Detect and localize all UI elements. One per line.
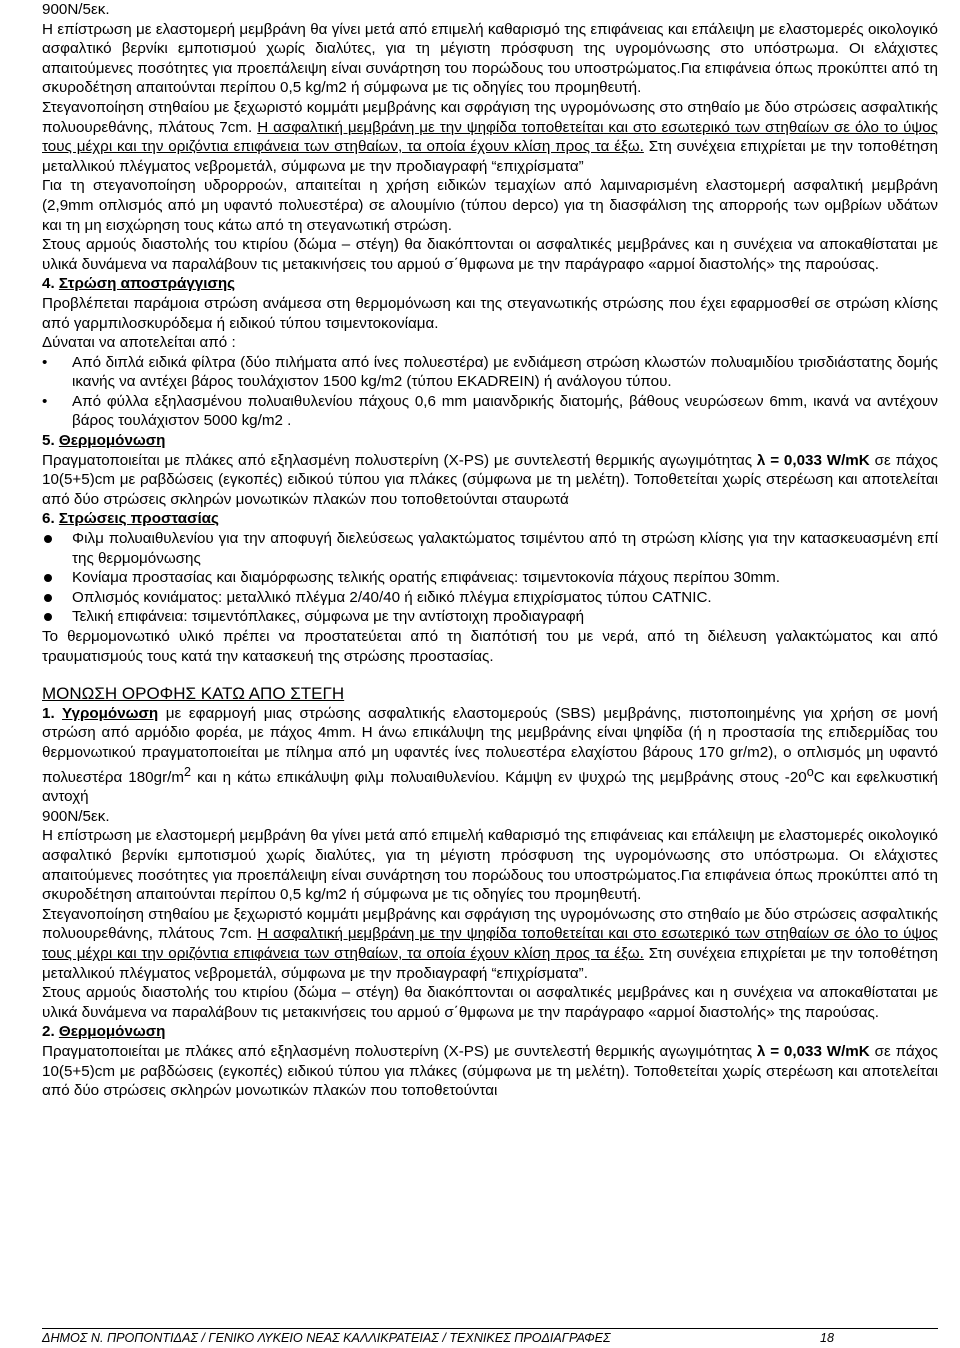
section-caption: ΜΟΝΩΣΗ ΟΡΟΦΗΣ ΚΑΤΩ ΑΠΟ ΣΤΕΓΗ — [42, 684, 345, 704]
bullet-item — [42, 568, 938, 588]
text-run: Στεγανοποίηση στηθαίου με ξεχωριστό κομμάτι μεμβράνης και σφράγιση της υγρομόνωσης στο στηθαίο με δύο στρώσεις ασφαλτικής πολυουρεθάνης, πλάτους 7cm. — [42, 98, 938, 136]
paragraph — [42, 20, 938, 98]
heading-number: 1. — [42, 704, 62, 722]
heading-number: 4. — [42, 275, 59, 293]
bullet-item — [42, 588, 938, 608]
heading-number: 2. — [42, 1023, 59, 1041]
heading-title: Υγρομόνωση — [62, 704, 159, 722]
footer-rule — [42, 1328, 938, 1329]
page-number: 18 — [820, 1331, 835, 1345]
footer-text: ΔΗΜΟΣ Ν. ΠΡΟΠΟΝΤΙΔΑΣ / ΓΕΝΙΚΟ ΛΥΚΕΙΟ ΝΕΑΣ ΚΑΛΛΙΚΡΑΤΕΙΑΣ / ΤΕΧΝΙΚΕΣ ΠΡΟΔΙΑΓΡΑΦΕΣ — [42, 1331, 611, 1345]
bold-value: λ = 0,033 W/mK — [756, 1042, 870, 1060]
text-run: Στεγανοποίηση στηθαίου με ξεχωριστό κομμάτι μεμβράνης και σφράγιση της υγρομόνωσης στο στηθαίο με δύο στρώσεις ασφαλτικής πολυουρεθάνης, πλάτους 7cm. — [42, 905, 938, 943]
paragraph — [42, 704, 938, 807]
paragraph — [42, 451, 938, 510]
bullet-dot-icon — [44, 594, 52, 602]
bullet-text: Από διπλά ειδικά φίλτρα (δύο πιλήματα από ίνες πολυεστέρα) με ενδιάμεση στρώση κλωστών πολυαμιδίου τρισδιάστατης δομής ικανής να αντέχει βάρος τουλάχιστον 1500 kg/m2 (τύπου EKADREIN) ή ανάλογου τύπου. — [72, 353, 938, 391]
paragraph: Για τη στεγανοποίηση υδρορροών, απαιτείται η χρήση ειδικών τεμαχίων από λαμιναρισμένη ελαστομερή ασφαλτική μεμβράνη (2,9mm οπλισμός από μη υφαντό πολυεστέρα) σε αλουμίνιο (τύπου depco) για τη διασφάλιση της απορροής των ομβρίων υδάτων και τη μη εισχώρηση τους κάτω από τη στεγανωτική στρώση. — [42, 177, 938, 234]
bullet-marker: • — [42, 392, 48, 410]
heading-title: Στρώση αποστράγγισης — [58, 275, 236, 293]
text-run: Για επιφάνεια όπως προκύπτει από τη σκυροδέτηση απαιτούνται περίπου 0,5 kg/m2 ή σύμφωνα με τις οδηγίες του προμηθευτή. — [42, 59, 938, 97]
paragraph: Προβλέπεται παράμοια στρώση ανάμεσα στη θερμομόνωση και της στεγανωτικής στρώσης που έχει εφαρμοσθεί σε στρώση κλίσης από γαρμπιλοσκυρόδεμα ή ειδικού τύπου τσιμεντοκονίαμα. — [42, 294, 938, 332]
paragraph — [42, 98, 938, 176]
text-run: και η κάτω επικάλυψη φιλμ πολυαιθυλενίου. Κάμψη εν ψυχρώ της μεμβράνης στους -20 — [191, 768, 807, 786]
text-run: Στη συνέχεια επιχρίεται με την τοποθέτηση μεταλλικού πλέγματος νεβρομετάλ, σύμφωνα με την προδιαγραφή “επιχρίσματα”. — [42, 944, 939, 982]
bullet-marker: • — [42, 353, 48, 371]
bullet-item — [42, 392, 938, 431]
text-run: Πραγματοποιείται με πλάκες από εξηλασμένη πολυστερίνη (X-PS) με συντελεστή θερμικής αγωγιμότητας — [42, 451, 757, 469]
bullet-item — [42, 607, 938, 627]
section-heading — [42, 274, 938, 294]
bullet-text: Τελική επιφάνεια: τσιμεντόπλακες, σύμφωνα με την αντίστοιχη προδιαγραφή — [72, 608, 585, 626]
heading-title: Στρώσεις προστασίας — [58, 510, 219, 528]
bullet-item — [42, 529, 938, 568]
heading-title: Θερμομόνωση — [58, 1023, 166, 1041]
heading-title: Θερμομόνωση — [58, 432, 166, 450]
bullet-dot-icon — [44, 535, 52, 543]
text-run: Η επίστρωση με ελαστομερή μεμβράνη θα γίνει μετά από επιμελή καθαρισμό της επιφάνειας και επάλειψη με ελαστομερές οικολογικό ασφαλτικό βερνίκι εμποτισμού χωρίς διαλύτες, για τη μέγιστη πρόσφυση της υγρομόνωσης στο υπόστρωμα. Οι ελάχιστες απαιτούμενες ποσότητες για προεπάλειψη είναι συνάρτηση του πορώδους του υποστρώματος. — [42, 20, 938, 77]
text-run: σε πάχος 10(5+5)cm με ραβδώσεις (εγκοπές) ειδικού τύπου για πλάκες (σύμφωνα με τη μελέτη). Τοποθετείται χωρίς στερέωση και αποτελείται από δύο στρώσεις σκληρών μονωτικών πλακών που τοποθετούνται — [42, 1042, 938, 1100]
text-run: Στη συνέχεια επιχρίεται με την τοποθέτηση μεταλλικού πλέγματος νεβρομετάλ, σύμφωνα με την προδιαγραφή “επιχρίσματα” — [42, 138, 939, 175]
paragraph: Δύναται να αποτελείται από : — [42, 334, 236, 352]
section-heading — [42, 509, 938, 529]
document-body — [42, 0, 938, 1101]
superscript: o — [806, 764, 814, 779]
bullet-text: Κονίαμα προστασίας και διαμόρφωσης τελικής ορατής επιφάνειας: τσιμεντοκονία πάχους περίπου 30mm. — [72, 569, 780, 587]
text-run: με εφαρμογή μιας στρώσης ασφαλτικής ελαστομερούς (SBS) μεμβράνης, πιστοποιημένης για χρήση σε μονή στρώση από αρμόδιο φορέα, με πάχος 4mm. Η άνω επικάλυψη της μεμβράνης είναι ψηφίδα (ή η προστασία της επιδερμίδας του θερμονωτικού πραγματοποιείται με πίλημα από μη υφαντές ίνες πολυεστέρα ελαχίστου βάρους 170 gr/m2), ο οπλισμός μη υφαντό πολυεστέρα 180gr/m — [42, 704, 938, 786]
paragraph: 900N/5εκ. — [42, 1, 110, 18]
underlined-text: Η ασφαλτική μεμβράνη με την ψηφίδα τοποθετείται και στο εσωτερικό των στηθαίων σε όλο το ύψος τους μέχρι και την οριζόντια επιφάνεια των στηθαίων, τα οποία έχουν κλίση προς τα έξω. — [42, 118, 938, 156]
bullet-text: Φιλμ πολυαιθυλενίου για την αποφυγή διελεύσεως γαλακτώματος τσιμέντου από τη στρώση κλίσης για την κατασκευασμένη επί της θερμομόνωσης — [72, 530, 938, 567]
page-footer — [42, 1331, 842, 1346]
paragraph: Στους αρμούς διαστολής του κτιρίου (δώμα – στέγη) θα διακόπτονται οι ασφαλτικές μεμβράνες και η συνέχεια να αποκαθίσταται με υλικά δυνάμενα να παραλάβουν τις μετακινήσεις του αρμού σ΄θμφωνα με την παράγραφο «αρμοί διαστολής» της παρούσας. — [42, 236, 938, 273]
heading-number: 6. — [42, 510, 59, 528]
paragraph — [42, 1042, 938, 1101]
paragraph: Στους αρμούς διαστολής του κτιρίου (δώμα – στέγη) θα διακόπτονται οι ασφαλτικές μεμβράνες και η συνέχεια να αποκαθίσταται με υλικά δυνάμενα να παραλάβουν τις μετακινήσεις του αρμού σ΄θμφωνα με την παράγραφο «αρμοί διαστολής» της παρούσας. — [42, 984, 938, 1021]
section-heading — [42, 431, 938, 451]
text-run: σε πάχος 10(5+5)cm με ραβδώσεις (εγκοπές) ειδικού τύπου για πλάκες (σύμφωνα με τη μελέτη). Τοποθετείται χωρίς στερέωση και αποτελείται από δύο στρώσεις σκληρών μονωτικών πλακών που τοποθετούνται σταυρωτά — [42, 451, 938, 508]
bold-value: λ = 0,033 W/mK — [756, 451, 870, 469]
paragraph: Το θερμομονωτικό υλικό πρέπει να προστατεύεται από τη διαπότισή του με νερά, από τη διέλευση γαλακτώματος και από τραυματισμούς τους κατά την κατασκευή της στρώσης προστασίας. — [42, 628, 938, 665]
text-run: C και εφελκυστική αντοχή — [42, 768, 939, 806]
bullet-text: Οπλισμός κονιάματος: μεταλλικό πλέγμα 2/40/40 ή ειδικό πλέγμα επιχρίσματος τύπου CATNIC. — [72, 588, 712, 606]
bullet-dot-icon — [44, 574, 52, 582]
bullet-dot-icon — [44, 613, 52, 621]
paragraph: 900N/5εκ. — [42, 807, 110, 825]
paragraph — [42, 905, 938, 983]
heading-number: 5. — [42, 432, 59, 450]
text-run: Πραγματοποιείται με πλάκες από εξηλασμένη πολυστερίνη (X-PS) με συντελεστή θερμικής αγωγιμότητας — [42, 1042, 757, 1060]
paragraph: Η επίστρωση με ελαστομερή μεμβράνη θα γίνει μετά από επιμελή καθαρισμό της επιφάνειας και επάλειψη με ελαστομερές οικολογικό ασφαλτικό βερνίκι εμποτισμού χωρίς διαλύτες, για τη μέγιστη πρόσφυση της υγρομόνωσης στο υπόστρωμα. Οι ελάχιστες απαιτούμενες ποσότητες για προεπάλειψη είναι συνάρτηση του πορώδους του υποστρώματος.Για επιφάνεια όπως προκύπτει από τη σκυροδέτηση απαιτούνται περίπου 0,5 kg/m2 ή σύμφωνα με τις οδηγίες του προμηθευτή. — [42, 827, 938, 904]
bullet-text: Από φύλλα εξηλασμένου πολυαιθυλενίου πάχους 0,6 mm μαιανδρικής διατομής, βάθους νευρώσεων 6mm, ικανά να αντέχουν βάρος τουλάχιστον 5000 kg/m2 . — [72, 392, 938, 430]
bullet-item — [42, 353, 938, 392]
underlined-text: Η ασφαλτική μεμβράνη με την ψηφίδα τοποθετείται και στο εσωτερικό των στηθαίων σε όλο το ύψος τους μέχρι και την οριζόντια επιφάνεια των στηθαίων, τα οποία έχουν κλίση προς τα έξω. — [42, 925, 938, 962]
superscript: 2 — [184, 764, 192, 779]
section-heading — [42, 1022, 938, 1042]
